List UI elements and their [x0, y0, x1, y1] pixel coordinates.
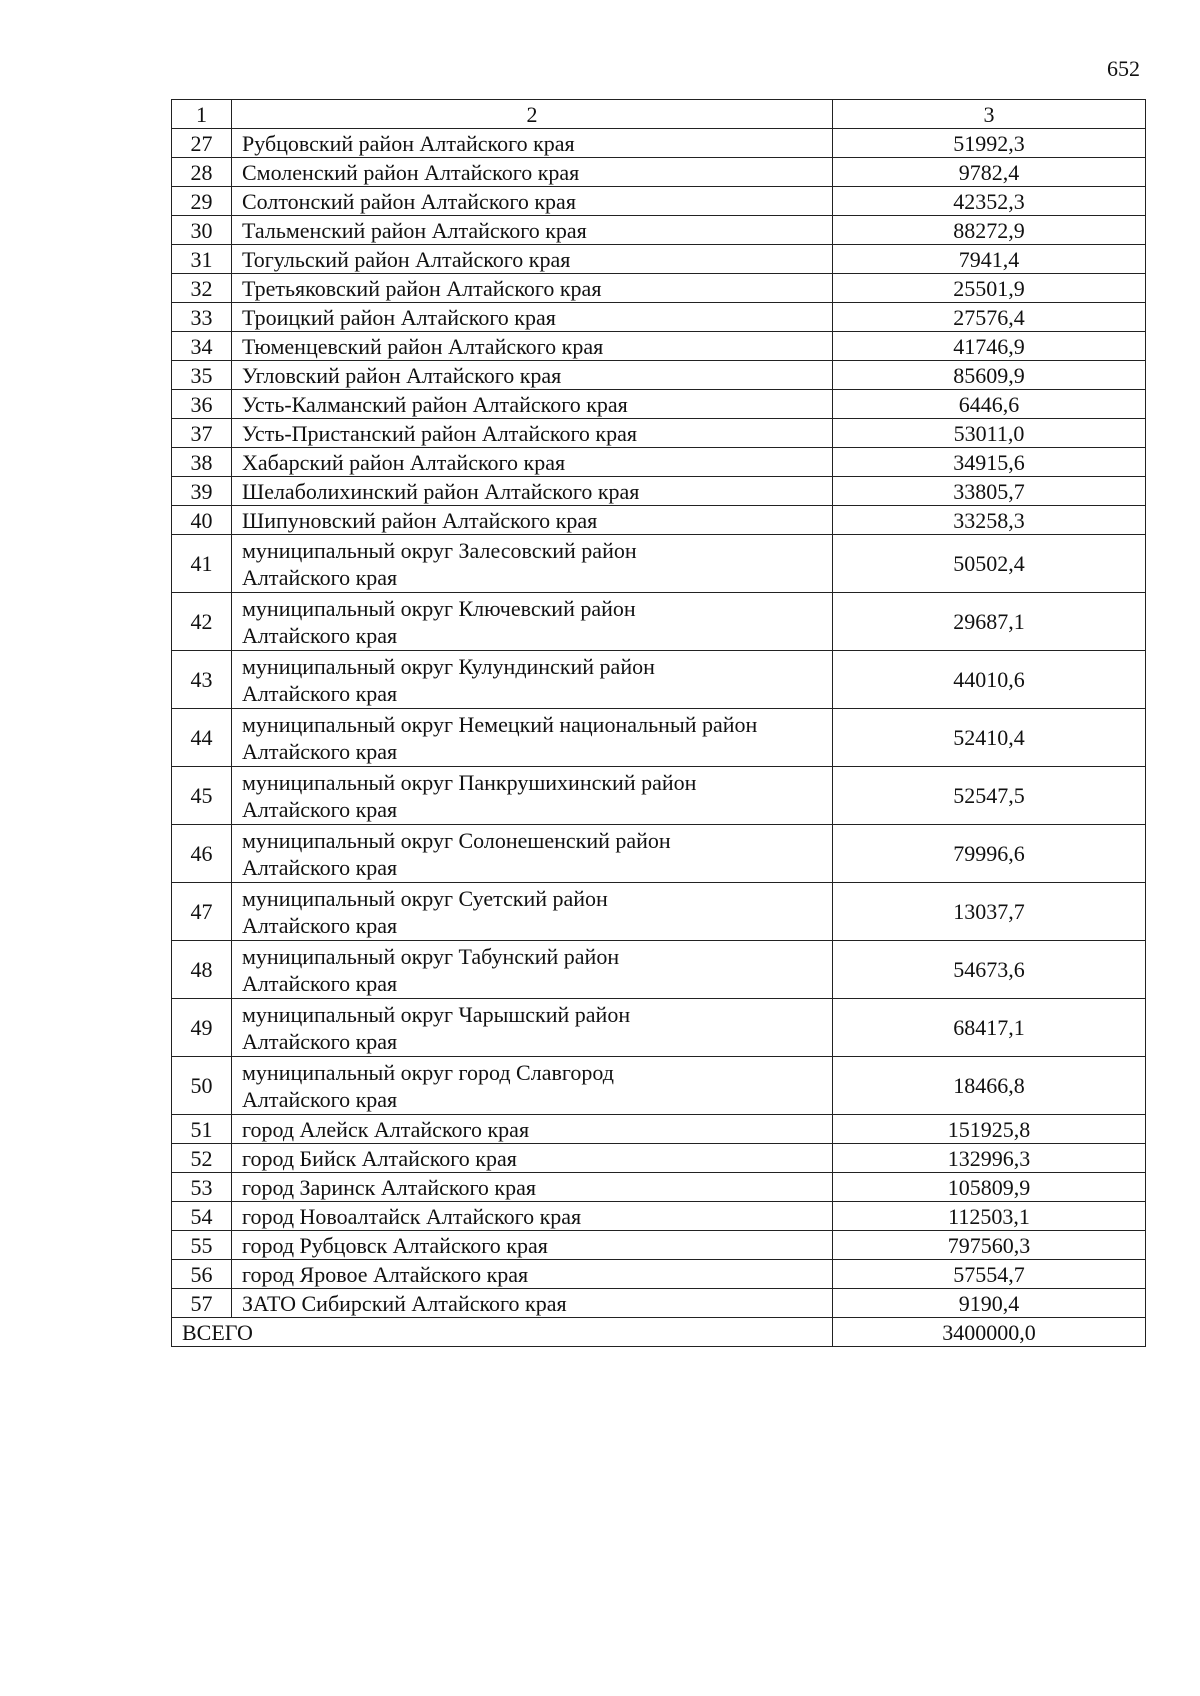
total-label: ВСЕГО	[172, 1318, 833, 1347]
amount-value: 54673,6	[833, 941, 1146, 999]
table-row	[172, 245, 1146, 274]
table-row	[172, 303, 1146, 332]
row-number: 37	[172, 419, 232, 448]
table-row	[172, 332, 1146, 361]
table-row	[172, 448, 1146, 477]
municipality-name	[232, 651, 833, 709]
row-number: 47	[172, 883, 232, 941]
row-number: 50	[172, 1057, 232, 1115]
table-header-row	[172, 100, 1146, 129]
row-number: 48	[172, 941, 232, 999]
amount-value: 52547,5	[833, 767, 1146, 825]
table-row	[172, 390, 1146, 419]
amount-value: 33258,3	[833, 506, 1146, 535]
table-row	[172, 593, 1146, 651]
municipality-name: Шелаболихинский район Алтайского края	[232, 477, 833, 506]
table-row	[172, 1115, 1146, 1144]
municipality-name: Рубцовский район Алтайского края	[232, 129, 833, 158]
row-number: 55	[172, 1231, 232, 1260]
municipality-name	[232, 535, 833, 593]
amount-value: 132996,3	[833, 1144, 1146, 1173]
amount-value: 105809,9	[833, 1173, 1146, 1202]
amount-value: 112503,1	[833, 1202, 1146, 1231]
amount-value: 27576,4	[833, 303, 1146, 332]
amount-value: 50502,4	[833, 535, 1146, 593]
row-number: 45	[172, 767, 232, 825]
table-row	[172, 883, 1146, 941]
amount-value: 9782,4	[833, 158, 1146, 187]
row-number: 32	[172, 274, 232, 303]
table-row	[172, 158, 1146, 187]
table-row	[172, 1057, 1146, 1115]
amount-value: 33805,7	[833, 477, 1146, 506]
municipality-name	[232, 767, 833, 825]
municipality-name: Угловский район Алтайского края	[232, 361, 833, 390]
table-row	[172, 767, 1146, 825]
municipality-name: Тальменский район Алтайского края	[232, 216, 833, 245]
row-number: 30	[172, 216, 232, 245]
municipality-name: город Заринск Алтайского края	[232, 1173, 833, 1202]
table-row	[172, 274, 1146, 303]
municipality-name-line: Алтайского края	[242, 912, 398, 938]
row-number: 28	[172, 158, 232, 187]
municipality-name-line: Алтайского края	[242, 854, 398, 880]
row-number: 44	[172, 709, 232, 767]
municipality-name: город Рубцовск Алтайского края	[232, 1231, 833, 1260]
table-row	[172, 1260, 1146, 1289]
municipality-name: город Бийск Алтайского края	[232, 1144, 833, 1173]
municipality-name-line: муниципальный округ Суетский район	[242, 885, 608, 911]
row-number: 54	[172, 1202, 232, 1231]
table-row	[172, 1144, 1146, 1173]
total-value: 3400000,0	[833, 1318, 1146, 1347]
municipality-name-line: муниципальный округ Залесовский район	[242, 537, 637, 563]
table-row	[172, 361, 1146, 390]
amount-value: 41746,9	[833, 332, 1146, 361]
municipality-name-line: муниципальный округ Немецкий национальный район	[242, 711, 758, 737]
municipality-name-line: муниципальный округ Табунский район	[242, 943, 620, 969]
row-number: 34	[172, 332, 232, 361]
municipality-name: Солтонский район Алтайского края	[232, 187, 833, 216]
municipality-name: Троицкий район Алтайского края	[232, 303, 833, 332]
municipality-name: Тюменцевский район Алтайского края	[232, 332, 833, 361]
table-row	[172, 535, 1146, 593]
amount-value: 51992,3	[833, 129, 1146, 158]
amount-value: 53011,0	[833, 419, 1146, 448]
table-row	[172, 216, 1146, 245]
municipality-name: Смоленский район Алтайского края	[232, 158, 833, 187]
municipality-name-line: Алтайского края	[242, 1028, 398, 1054]
row-number: 27	[172, 129, 232, 158]
row-number: 57	[172, 1289, 232, 1318]
amount-value: 85609,9	[833, 361, 1146, 390]
row-number: 46	[172, 825, 232, 883]
municipality-name	[232, 709, 833, 767]
row-number: 53	[172, 1173, 232, 1202]
amount-value: 42352,3	[833, 187, 1146, 216]
amount-value: 57554,7	[833, 1260, 1146, 1289]
total-row	[172, 1318, 1146, 1347]
row-number: 35	[172, 361, 232, 390]
municipality-name-line: Алтайского края	[242, 796, 398, 822]
row-number: 49	[172, 999, 232, 1057]
municipality-name-line: муниципальный округ Чарышский район	[242, 1001, 631, 1027]
municipality-name	[232, 1057, 833, 1115]
municipality-name	[232, 883, 833, 941]
amount-value: 29687,1	[833, 593, 1146, 651]
municipality-name	[232, 999, 833, 1057]
table-row	[172, 825, 1146, 883]
row-number: 36	[172, 390, 232, 419]
table-row	[172, 1202, 1146, 1231]
amount-value: 797560,3	[833, 1231, 1146, 1260]
row-number: 33	[172, 303, 232, 332]
table-row	[172, 506, 1146, 535]
table-row	[172, 187, 1146, 216]
table-row	[172, 1173, 1146, 1202]
municipality-name	[232, 825, 833, 883]
table-row	[172, 941, 1146, 999]
municipality-name: город Алейск Алтайского края	[232, 1115, 833, 1144]
column-header: 3	[833, 100, 1146, 129]
municipality-name: Хабарский район Алтайского края	[232, 448, 833, 477]
row-number: 29	[172, 187, 232, 216]
row-number: 52	[172, 1144, 232, 1173]
amount-value: 52410,4	[833, 709, 1146, 767]
municipality-name-line: Алтайского края	[242, 564, 398, 590]
municipality-name-line: Алтайского края	[242, 970, 398, 996]
row-number: 43	[172, 651, 232, 709]
municipality-name-line: Алтайского края	[242, 680, 398, 706]
table-row	[172, 999, 1146, 1057]
table-row	[172, 129, 1146, 158]
page-number: 652	[1107, 56, 1140, 81]
row-number: 42	[172, 593, 232, 651]
municipality-name-line: Алтайского края	[242, 738, 398, 764]
municipality-name	[232, 593, 833, 651]
amount-value: 6446,6	[833, 390, 1146, 419]
amount-value: 34915,6	[833, 448, 1146, 477]
amount-value: 68417,1	[833, 999, 1146, 1057]
row-number: 56	[172, 1260, 232, 1289]
municipality-name: город Новоалтайск Алтайского края	[232, 1202, 833, 1231]
amount-value: 7941,4	[833, 245, 1146, 274]
municipality-name-line: Алтайского края	[242, 1086, 398, 1112]
column-header: 2	[232, 100, 833, 129]
municipality-name-line: муниципальный округ Солонешенский район	[242, 827, 671, 853]
allocation-table	[171, 99, 1146, 1347]
table-row	[172, 1289, 1146, 1318]
row-number: 39	[172, 477, 232, 506]
amount-value: 18466,8	[833, 1057, 1146, 1115]
amount-value: 44010,6	[833, 651, 1146, 709]
municipality-name: Шипуновский район Алтайского края	[232, 506, 833, 535]
row-number: 41	[172, 535, 232, 593]
municipality-name-line: муниципальный округ город Славгород	[242, 1059, 614, 1085]
amount-value: 25501,9	[833, 274, 1146, 303]
municipality-name: город Яровое Алтайского края	[232, 1260, 833, 1289]
row-number: 40	[172, 506, 232, 535]
column-header: 1	[172, 100, 232, 129]
row-number: 31	[172, 245, 232, 274]
table-row	[172, 419, 1146, 448]
amount-value: 9190,4	[833, 1289, 1146, 1318]
municipality-name	[232, 941, 833, 999]
amount-value: 79996,6	[833, 825, 1146, 883]
amount-value: 88272,9	[833, 216, 1146, 245]
amount-value: 151925,8	[833, 1115, 1146, 1144]
table-row	[172, 1231, 1146, 1260]
table-row	[172, 651, 1146, 709]
municipality-name: Третьяковский район Алтайского края	[232, 274, 833, 303]
municipality-name: Усть-Калманский район Алтайского края	[232, 390, 833, 419]
municipality-name-line: муниципальный округ Кулундинский район	[242, 653, 655, 679]
table-body	[172, 100, 1146, 1347]
municipality-name-line: муниципальный округ Панкрушихинский район	[242, 769, 697, 795]
table-row	[172, 477, 1146, 506]
table-row	[172, 709, 1146, 767]
municipality-name: Тогульский район Алтайского края	[232, 245, 833, 274]
municipality-name: ЗАТО Сибирский Алтайского края	[232, 1289, 833, 1318]
amount-value: 13037,7	[833, 883, 1146, 941]
municipality-name-line: муниципальный округ Ключевский район	[242, 595, 636, 621]
municipality-name-line: Алтайского края	[242, 622, 398, 648]
municipality-name: Усть-Пристанский район Алтайского края	[232, 419, 833, 448]
row-number: 38	[172, 448, 232, 477]
row-number: 51	[172, 1115, 232, 1144]
